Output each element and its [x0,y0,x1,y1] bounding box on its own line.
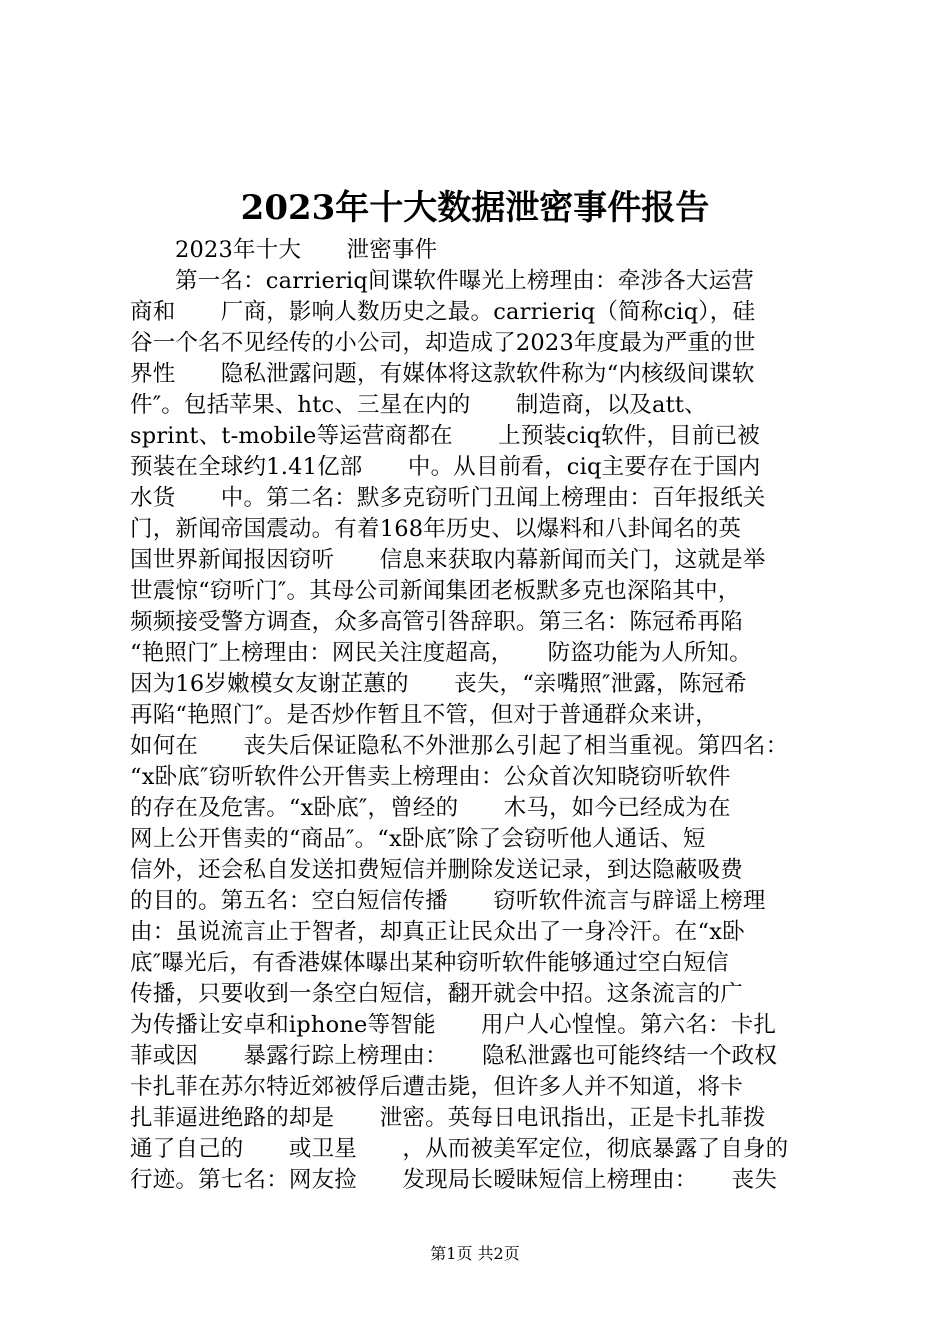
body-line: sprint、t-mobile等运营商都在 上预装ciq软件，目前已被 [130,423,760,449]
body-line: 通了自己的 或卫星 ，从而被美军定位，彻底暴露了自身的 [130,1136,789,1162]
body-line: 商和 厂商，影响人数历史之最。carrieriq（简称ciq），硅 [130,299,756,325]
body-line: “艳照门″上榜理由：网民关注度超高， 防盗功能为人所知。 [130,640,752,666]
body-line: 界性 隐私泄露问题，有媒体将这款软件称为“内核级间谍软 [130,361,755,387]
body-line: 第一名：carrieriq间谍软件曝光上榜理由：牵涉各大运营 [175,268,754,294]
document-body [0,235,950,1196]
body-line: 为传播让安卓和iphone等智能 用户人心惶惶。第六名：卡扎 [130,1012,777,1038]
body-line: 频频接受警方调查，众多高管引咎辞职。第三名：陈冠希再陷 [130,609,743,635]
body-line: 国世界新闻报因窃听 信息来获取内幕新闻而关门，这就是举 [130,547,766,573]
body-line: 水货 中。第二名：默多克窃听门丑闻上榜理由：百年报纸关 [130,485,766,511]
body-line: 如何在 丧失后保证隐私不外泄那么引起了相当重视。第四名： [130,733,789,759]
body-line: 信外，还会私自发送扣费短信并删除发送记录，到达隐蔽吸费 [130,857,743,883]
body-line: 因为16岁嫩模女友谢芷蕙的 丧失，“亲嘴照″泄露，陈冠希 [130,671,747,697]
body-line: “x卧底″窃听软件公开售卖上榜理由：公众首次知晓窃听软件 [130,764,731,790]
body-line: 谷一个名不见经传的小公司，却造成了2023年度最为严重的世 [130,330,756,356]
body-line: 件″。包括苹果、htc、三星在内的 制造商，以及att、 [130,392,707,418]
page-footer: 第1页 共2页 [430,1244,520,1263]
body-line: 世震惊“窃听门″。其母公司新闻集团老板默多克也深陷其中， [130,578,741,604]
body-line: 网上公开售卖的“商品″。“x卧底″除了会窃听他人通话、短 [130,826,706,852]
body-line: 门，新闻帝国震动。有着168年历史、以爆料和八卦闻名的英 [130,516,742,542]
document-title: 2023年十大数据泄密事件报告 [240,188,710,228]
body-line: 菲或因 暴露行踪上榜理由： 隐私泄露也可能终结一个政权 [130,1043,778,1069]
body-line: 2023年十大 泄密事件 [175,237,438,263]
body-line: 预装在全球约1.41亿部 中。从目前看，ciq主要存在于国内 [130,454,761,480]
body-line: 再陷“艳照门″。是否炒作暂且不管，但对于普通群众来讲， [130,702,718,728]
body-line: 行迹。第七名：网友捡 发现局长暧昧短信上榜理由： 丧失 [130,1167,778,1193]
body-line: 扎菲逼进绝路的却是 泄密。英每日电讯指出，正是卡扎菲拨 [130,1105,766,1131]
body-line: 底″曝光后，有香港媒体曝出某种窃听软件能够通过空白短信 [130,950,729,976]
body-line: 的存在及危害。“x卧底″，曾经的 木马，如今已经成为在 [130,795,731,821]
body-line: 卡扎菲在苏尔特近郊被俘后遭击毙，但许多人并不知道，将卡 [130,1074,743,1100]
body-line: 的目的。第五名：空白短信传播 窃听软件流言与辟谣上榜理 [130,888,766,914]
body-line: 由：虽说流言止于智者，却真正让民众出了一身冷汗。在“x卧 [130,919,745,945]
body-line: 传播，只要收到一条空白短信，翻开就会中招。这条流言的广 [130,981,743,1007]
